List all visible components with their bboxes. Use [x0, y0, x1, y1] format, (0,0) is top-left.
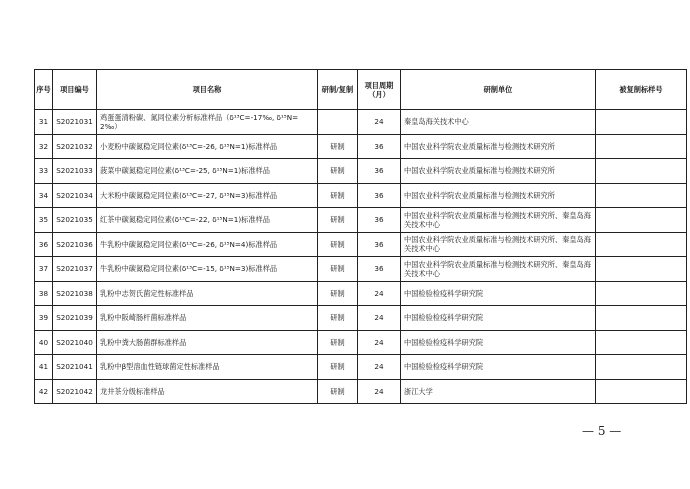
cell-seq: 40 [35, 330, 53, 355]
cell-code: S2021034 [53, 183, 97, 208]
cell-period: 36 [358, 183, 401, 208]
cell-code: S2021037 [53, 257, 97, 282]
cell-type: 研制 [318, 355, 358, 380]
cell-copied-no [596, 159, 687, 184]
cell-seq: 41 [35, 355, 53, 380]
cell-code: S2021035 [53, 208, 97, 233]
cell-type: 研制 [318, 232, 358, 257]
cell-copied-no [596, 306, 687, 331]
cell-copied-no [596, 232, 687, 257]
cell-name: 小麦粉中碳氮稳定同位素(δ¹³C=-26, δ¹⁵N=1)标准样品 [97, 134, 318, 159]
table-row [35, 281, 687, 306]
cell-name: 牛乳粉中碳氮稳定同位素(δ¹³C=-15, δ¹⁵N=3)标准样品 [97, 257, 318, 282]
cell-type [318, 110, 358, 135]
cell-copied-no [596, 330, 687, 355]
header-name: 项目名称 [97, 70, 318, 110]
cell-copied-no [596, 281, 687, 306]
table-row [35, 134, 687, 159]
cell-unit: 中国检验检疫科学研究院 [401, 306, 596, 331]
cell-copied-no [596, 110, 687, 135]
table-row [35, 330, 687, 355]
page-number: — 5 — [582, 424, 622, 438]
cell-seq: 33 [35, 159, 53, 184]
cell-seq: 39 [35, 306, 53, 331]
cell-name: 鸡蛋蛋清粉碳、氮同位素分析标准样品（δ¹³C=-17‰, δ¹⁵N=2‰） [97, 110, 318, 135]
cell-period: 24 [358, 355, 401, 380]
cell-code: S2021036 [53, 232, 97, 257]
cell-period: 24 [358, 110, 401, 135]
cell-name: 大米粉中碳氮稳定同位素(δ¹³C=-27, δ¹⁵N=3)标准样品 [97, 183, 318, 208]
cell-unit: 浙江大学 [401, 379, 596, 404]
cell-code: S2021041 [53, 355, 97, 380]
cell-type: 研制 [318, 134, 358, 159]
cell-type: 研制 [318, 159, 358, 184]
cell-type: 研制 [318, 281, 358, 306]
cell-copied-no [596, 379, 687, 404]
cell-period: 36 [358, 208, 401, 233]
header-type: 研制/复制 [318, 70, 358, 110]
cell-unit: 中国农业科学院农业质量标准与检测技术研究所、秦皇岛海关技术中心 [401, 232, 596, 257]
header-seq: 序号 [35, 70, 53, 110]
cell-unit: 中国检验检疫科学研究院 [401, 281, 596, 306]
cell-code: S2021032 [53, 134, 97, 159]
project-table [34, 69, 687, 404]
header-copied-no: 被复制标样号 [596, 70, 687, 110]
cell-period: 24 [358, 306, 401, 331]
table-row [35, 159, 687, 184]
cell-copied-no [596, 183, 687, 208]
cell-period: 36 [358, 232, 401, 257]
cell-type: 研制 [318, 330, 358, 355]
cell-name: 菠菜中碳氮稳定同位素(δ¹³C=-25, δ¹⁵N=1)标准样品 [97, 159, 318, 184]
cell-type: 研制 [318, 183, 358, 208]
cell-seq: 42 [35, 379, 53, 404]
table-header-row [35, 70, 687, 110]
cell-unit: 中国检验检疫科学研究院 [401, 330, 596, 355]
header-period: 项目周期（月） [358, 70, 401, 110]
cell-unit: 中国农业科学院农业质量标准与检测技术研究所、秦皇岛海关技术中心 [401, 257, 596, 282]
cell-unit: 中国农业科学院农业质量标准与检测技术研究所 [401, 183, 596, 208]
table-row [35, 306, 687, 331]
cell-period: 36 [358, 159, 401, 184]
table-row [35, 183, 687, 208]
cell-code: S2021040 [53, 330, 97, 355]
table-row [35, 232, 687, 257]
cell-unit: 中国农业科学院农业质量标准与检测技术研究所 [401, 159, 596, 184]
header-code: 项目编号 [53, 70, 97, 110]
cell-unit: 秦皇岛海关技术中心 [401, 110, 596, 135]
cell-code: S2021038 [53, 281, 97, 306]
cell-code: S2021039 [53, 306, 97, 331]
cell-code: S2021033 [53, 159, 97, 184]
cell-copied-no [596, 257, 687, 282]
table-row [35, 208, 687, 233]
cell-seq: 31 [35, 110, 53, 135]
cell-copied-no [596, 208, 687, 233]
table-row [35, 257, 687, 282]
cell-period: 24 [358, 330, 401, 355]
cell-unit: 中国农业科学院农业质量标准与检测技术研究所、秦皇岛海关技术中心 [401, 208, 596, 233]
cell-type: 研制 [318, 306, 358, 331]
cell-period: 36 [358, 134, 401, 159]
cell-seq: 37 [35, 257, 53, 282]
cell-name: 乳粉中阪崎肠杆菌标准样品 [97, 306, 318, 331]
cell-name: 乳粉中粪大肠菌群标准样品 [97, 330, 318, 355]
cell-code: S2021031 [53, 110, 97, 135]
table-row [35, 355, 687, 380]
cell-seq: 36 [35, 232, 53, 257]
cell-name: 牛乳粉中碳氮稳定同位素(δ¹³C=-26, δ¹⁵N=4)标准样品 [97, 232, 318, 257]
cell-name: 龙井茶分级标准样品 [97, 379, 318, 404]
cell-code: S2021042 [53, 379, 97, 404]
cell-type: 研制 [318, 379, 358, 404]
cell-type: 研制 [318, 208, 358, 233]
cell-period: 24 [358, 281, 401, 306]
cell-unit: 中国检验检疫科学研究院 [401, 355, 596, 380]
cell-name: 乳粉中β型溶血性链球菌定性标准样品 [97, 355, 318, 380]
cell-seq: 34 [35, 183, 53, 208]
cell-seq: 35 [35, 208, 53, 233]
cell-seq: 32 [35, 134, 53, 159]
cell-period: 36 [358, 257, 401, 282]
cell-copied-no [596, 355, 687, 380]
cell-name: 红茶中碳氮稳定同位素(δ¹³C=-22, δ¹⁵N=1)标准样品 [97, 208, 318, 233]
cell-period: 24 [358, 379, 401, 404]
header-unit: 研制单位 [401, 70, 596, 110]
cell-type: 研制 [318, 257, 358, 282]
cell-unit: 中国农业科学院农业质量标准与检测技术研究所 [401, 134, 596, 159]
cell-name: 乳粉中志贺氏菌定性标准样品 [97, 281, 318, 306]
table-row [35, 379, 687, 404]
cell-copied-no [596, 134, 687, 159]
table-row [35, 110, 687, 135]
cell-seq: 38 [35, 281, 53, 306]
